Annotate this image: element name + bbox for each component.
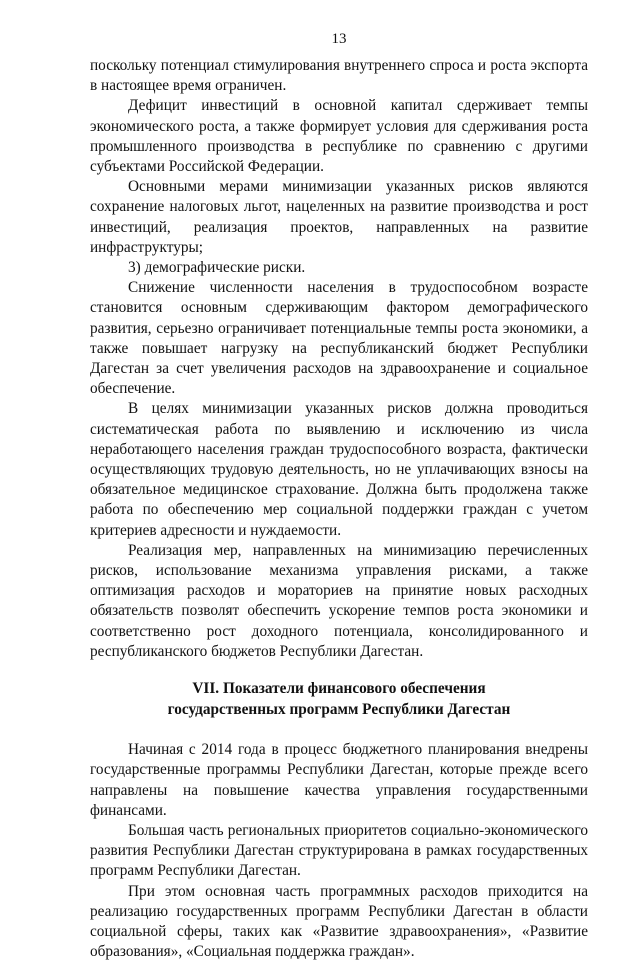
page-number: 13 [331, 31, 347, 47]
paragraph: В целях минимизации указанных рисков должна проводиться систематическая работа по выявлению и исключению из числа неработающего населения граждан трудоспособного возраста, фактически осуществляющих трудовую деятельность, но не уплачивающих взносы на обязательное медицинское страхование. Должна быть продолжена также работа по обеспечению мер социальной поддержки граждан с учетом критериев адресности и нуждаемости. [90, 400, 588, 539]
section-heading-line: VII. Показатели финансового обеспечения [192, 680, 486, 698]
paragraph: При этом основная часть программных расходов приходится на реализацию государственных программ Республики Дагестан в области социальной сферы, таких как «Развитие здравоохранения», «Развитие образования», «Социальная поддержка граждан». [90, 882, 588, 961]
paragraph: Большая часть региональных приоритетов социально-экономического развития Республики Дагестан структурирована в рамках государственных программ Республики Дагестан. [90, 821, 588, 880]
paragraph: поскольку потенциал стимулирования внутреннего спроса и роста экспорта в настоящее время ограничен. [90, 57, 588, 95]
section-heading [90, 679, 588, 720]
paragraph: Начиная с 2014 года в процесс бюджетного планирования внедрены государственные программы Республики Дагестан, которые прежде всего направлены на повышение качества управления государственными финансами. [90, 741, 588, 819]
paragraph: Реализация мер, направленных на минимизацию перечисленных рисков, использование механизма управления рисками, а также оптимизация расходов и мораториев на принятие новых расходных обязательств позволят обеспечить ускорение темпов роста экономики и соответственно рост доходного потенциала, консолидированного и республиканского бюджетов Республики Дагестан. [90, 541, 588, 660]
paragraph: Основными мерами минимизации указанных рисков являются сохранение налоговых льгот, нацеленных на развитие производства и рост инвестиций, реализация проектов, направленных на развитие инфраструктуры; [90, 178, 588, 256]
paragraph: Дефицит инвестиций в основной капитал сдерживает темпы экономического роста, а также формирует условия для сдерживания роста промышленного производства в республике по сравнению с другими субъектами Российской Федерации. [90, 97, 588, 176]
paragraph: 3) демографические риски. [128, 259, 306, 277]
body-text-top [90, 56, 588, 662]
paragraph: Снижение численности населения в трудоспособном возрасте становится основным сдерживающим фактором демографического развития, серьезно ограничивает потенциальные темпы роста экономики, а также повышает нагрузку на республиканский бюджет Республики Дагестан за счет увеличения расходов на здравоохранение и социальное обеспечение. [90, 279, 588, 398]
body-text-bottom [90, 740, 588, 962]
section-heading-line: государственных программ Республики Дагестан [167, 700, 511, 718]
